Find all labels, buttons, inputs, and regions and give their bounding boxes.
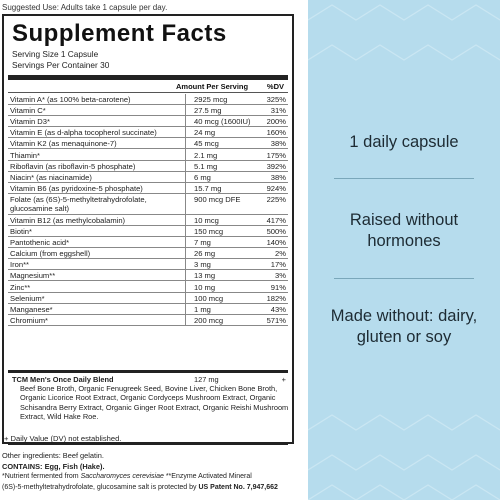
nutrient-dv: 500%	[266, 227, 286, 236]
nutrient-dv: 140%	[266, 238, 286, 248]
nutrient-row	[8, 304, 288, 315]
claims-panel	[308, 0, 500, 500]
nutrient-amount: 10 mcg	[194, 215, 219, 225]
header-amount: Amount Per Serving	[176, 82, 249, 91]
nutrient-dv: 160%	[266, 128, 286, 138]
dv-note: + Daily Value (DV) not established.	[4, 434, 122, 443]
nutrient-name: Biotin*	[10, 227, 32, 236]
nutrient-name: Niacin* (as niacinamide)	[10, 172, 92, 182]
nutrient-name: Zinc**	[10, 282, 31, 292]
nutrient-dv: 31%	[270, 106, 286, 116]
nutrient-row	[8, 161, 288, 172]
footnote-2-patent: US Patent No. 7,947,662	[198, 484, 278, 491]
nutrient-amount: 13 mg	[194, 271, 216, 281]
nutrient-name: Riboflavin (as riboflavin-5 phosphate)	[10, 161, 136, 171]
nutrient-name: Vitamin E (as d-alpha tocopherol succinate)	[10, 128, 157, 138]
contains-value: Egg, Fish (Hake).	[44, 462, 105, 471]
nutrient-amount: 2.1 mg	[194, 150, 218, 160]
nutrient-dv: 38%	[270, 172, 286, 182]
nutrient-amount: 900 mcg DFE	[194, 194, 241, 204]
blend-dv: +	[281, 375, 286, 384]
nutrient-row	[8, 105, 288, 116]
nutrient-row	[8, 270, 288, 281]
nutrient-row	[8, 282, 288, 293]
nutrient-name: Iron**	[10, 260, 29, 270]
nutrient-name: Pantothenic acid*	[10, 238, 70, 248]
nutrient-row	[8, 237, 288, 248]
claim-daily-capsule: 1 daily capsule	[349, 133, 459, 151]
claim-separator	[334, 178, 474, 179]
serving-size: Serving Size 1 Capsule	[12, 49, 99, 59]
nutrient-dv: 2%	[275, 249, 286, 259]
claim-separator	[334, 278, 474, 279]
nutrient-name: Vitamin K2 (as menaquinone-7)	[10, 139, 117, 149]
nutrient-dv: 38%	[270, 139, 286, 149]
nutrient-row	[8, 248, 288, 259]
nutrient-amount: 100 mcg	[194, 293, 224, 303]
nutrient-name: Vitamin D3*	[10, 117, 50, 127]
nutrient-dv: 175%	[266, 150, 286, 160]
nutrient-row	[8, 116, 288, 127]
nutrient-dv: 17%	[270, 260, 286, 270]
contains-label: CONTAINS:	[2, 462, 43, 471]
nutrient-amount: 1 mg	[194, 304, 211, 314]
nutrient-row	[8, 150, 288, 161]
nutrient-amount: 27.5 mg	[194, 106, 222, 116]
nutrient-row	[8, 226, 288, 237]
serving-info	[12, 49, 109, 71]
footnote-1-prefix: *Nutrient fermented from	[2, 473, 79, 480]
nutrient-dv: 200%	[266, 117, 286, 127]
nutrient-amount: 6 mg	[194, 172, 211, 182]
nutrient-dv: 225%	[266, 194, 286, 204]
nutrient-dv: 325%	[266, 95, 286, 104]
nutrient-name: Vitamin B12 (as methylcobalamin)	[10, 215, 126, 225]
nutrient-row	[8, 138, 288, 149]
nutrient-row	[8, 293, 288, 304]
nutrient-dv: 43%	[270, 304, 286, 314]
header-divider	[8, 92, 288, 93]
thick-divider	[8, 75, 288, 80]
nutrient-row	[8, 172, 288, 183]
nutrient-name: Magnesium**	[10, 271, 56, 281]
claim-no-hormones: Raised without hormones	[349, 211, 459, 250]
nutrient-name: Folate (as (6S)-5-methyltetrahydrofolate, glucosamine salt)	[10, 194, 147, 213]
blend-section	[12, 375, 290, 421]
nutrient-amount: 45 mcg	[194, 139, 219, 149]
nutrient-name: Vitamin B6 (as pyridoxine-5 phosphate)	[10, 183, 143, 193]
nutrient-name: Chromium*	[10, 315, 48, 325]
nutrient-amount: 15.7 mg	[194, 183, 222, 193]
footnote-2-prefix: (6S)-5-methyltetrahydrofolate, glucosamine salt is protected by	[2, 484, 197, 491]
nutrient-amount: 2925 mcg	[194, 95, 228, 104]
nutrient-name: Selenium*	[10, 293, 45, 303]
nutrient-row	[8, 94, 288, 105]
nutrient-row	[8, 183, 288, 194]
nutrient-dv: 924%	[266, 183, 286, 193]
nutrient-row	[8, 194, 288, 215]
nutrient-dv: 91%	[270, 282, 286, 292]
nutrient-row	[8, 215, 288, 226]
nutrient-row	[8, 259, 288, 270]
nutrient-name: Thiamin*	[10, 150, 40, 160]
nutrient-dv: 182%	[266, 293, 286, 303]
blend-ingredients: Beef Bone Broth, Organic Fenugreek Seed, Bovine Liver, Chicken Bone Broth, Organic Licorice Root Extract, Organic Cordyceps Mushroom Extract, Organic Schisandra Berry Extract, Organic Ginger Root Extract, Organic Reishi Mushroom Extract, Wild Hake Roe.	[20, 384, 289, 421]
footnote-1-suffix: **Enzyme Activated Mineral	[165, 473, 252, 480]
nutrient-name: Calcium (from eggshell)	[10, 249, 91, 259]
blend-amount: 127 mg	[194, 375, 219, 384]
claim-made-without: Made without: dairy, gluten or soy	[330, 307, 478, 346]
nutrient-amount: 40 mcg (1600IU)	[194, 117, 251, 127]
suggested-use: Suggested Use: Adults take 1 capsule per day.	[2, 3, 168, 12]
nutrient-amount: 5.1 mg	[194, 161, 218, 171]
nutrient-name: Vitamin A* (as 100% beta-carotene)	[10, 95, 131, 104]
nutrient-dv: 392%	[266, 161, 286, 171]
footnote-1-organism: Saccharomyces cerevisiae	[80, 473, 164, 480]
blend-name: TCM Men's Once Daily Blend	[12, 375, 114, 384]
nutrient-amount: 26 mg	[194, 249, 216, 259]
column-rule	[185, 94, 186, 326]
nutrient-dv: 3%	[275, 271, 286, 281]
nutrient-amount: 7 mg	[194, 238, 211, 248]
other-ingredients: Other ingredients: Beef gelatin.	[2, 451, 104, 460]
nutrient-dv: 571%	[266, 315, 286, 325]
supplement-facts-box	[2, 14, 294, 444]
header-dv: %DV	[266, 82, 284, 91]
nutrient-amount: 3 mg	[194, 260, 211, 270]
nutrient-amount: 150 mcg	[194, 227, 224, 236]
facts-title: Supplement Facts	[12, 20, 227, 47]
nutrient-dv: 417%	[266, 215, 286, 225]
blend-divider	[8, 370, 288, 373]
footnote-1	[2, 473, 252, 480]
contains-line	[2, 462, 105, 471]
nutrient-amount: 24 mg	[194, 128, 216, 138]
nutrient-name: Manganese*	[10, 304, 53, 314]
footnote-2	[2, 484, 278, 491]
nutrient-name: Vitamin C*	[10, 106, 46, 116]
nutrient-row	[8, 127, 288, 138]
nutrient-amount: 10 mg	[194, 282, 216, 292]
servings-per-container: Servings Per Container 30	[12, 60, 110, 70]
nutrient-row	[8, 315, 288, 326]
nutrient-amount: 200 mcg	[194, 315, 224, 325]
